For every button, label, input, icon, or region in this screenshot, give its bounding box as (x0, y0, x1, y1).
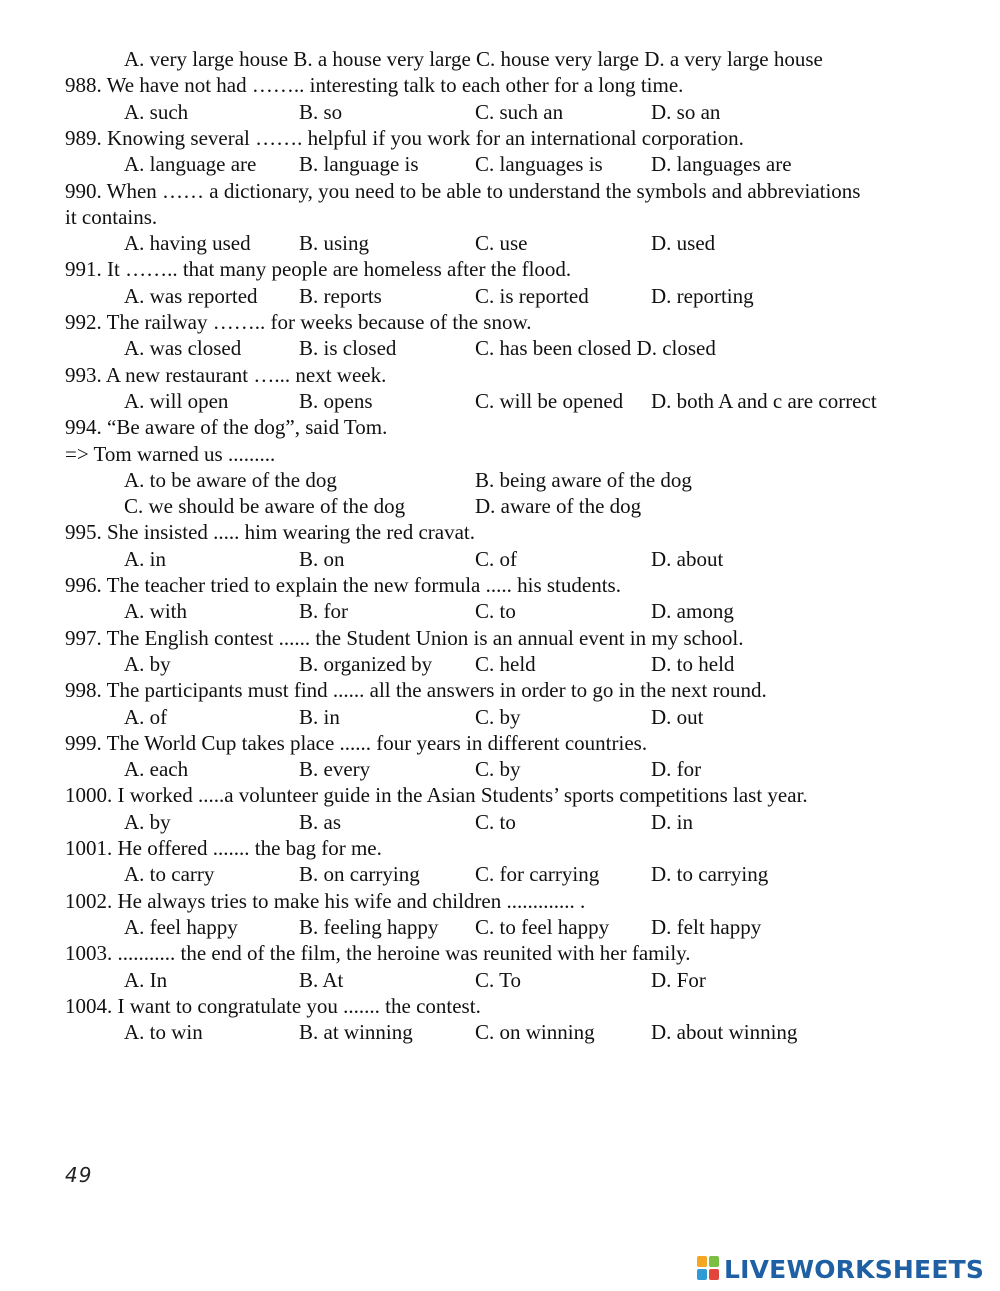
answer-option: A. was closed (124, 336, 242, 361)
options-line (0, 651, 1000, 677)
answer-option: C. held (475, 651, 536, 676)
options-line (0, 335, 1000, 361)
answer-option: C. will be opened (475, 388, 624, 413)
question-line (0, 178, 1000, 204)
options-line (0, 1019, 1000, 1045)
liveworksheets-logo (697, 1254, 984, 1284)
answer-option: D. felt happy (651, 914, 762, 939)
question-text: 989. Knowing several ……. helpful if you work for an international corporation. (65, 125, 744, 150)
answer-option: D. for (651, 757, 702, 782)
question-text: 999. The World Cup takes place ...... four years in different countries. (65, 730, 648, 755)
question-line (0, 625, 1000, 651)
question-text: 1002. He always tries to make his wife and children ............. . (65, 888, 586, 913)
answer-option: C. for carrying (475, 862, 600, 887)
answer-option: B. is closed (299, 336, 397, 361)
answer-option: D. For (651, 967, 706, 992)
answer-option: C. by (475, 704, 521, 729)
question-text: 1001. He offered ....... the bag for me. (65, 836, 382, 860)
question-line (0, 730, 1000, 756)
question-line (0, 940, 1000, 966)
question-line (0, 888, 1000, 914)
answer-option: B. opens (299, 388, 373, 413)
answer-option: B. as (299, 809, 341, 834)
answer-option: A. each (124, 757, 189, 782)
answer-option: A. was reported (124, 283, 258, 308)
question-text: 992. The railway …….. for weeks because of the snow. (65, 310, 532, 334)
question-line (0, 256, 1000, 282)
question-line (0, 414, 1000, 440)
answer-option: B. on (299, 546, 345, 571)
answer-option: B. in (299, 704, 340, 729)
answer-option: A. will open (124, 388, 229, 413)
answer-option: B. organized by (299, 651, 433, 676)
question-text: it contains. (65, 204, 158, 229)
question-line (0, 441, 1000, 467)
answer-option: D. to held (651, 651, 735, 676)
question-text: 991. It …….. that many people are homeless after the flood. (65, 257, 572, 282)
answer-option: A. to win (124, 1020, 203, 1045)
question-text: 988. We have not had …….. interesting talk to each other for a long time. (65, 73, 684, 98)
logo-tile (709, 1269, 719, 1280)
logo-tile (697, 1256, 707, 1267)
question-line (0, 362, 1000, 388)
question-text: 1004. I want to congratulate you ....... the contest. (65, 993, 481, 1018)
question-text: 1003. ........... the end of the film, the heroine was reunited with her family. (65, 941, 691, 966)
answer-option: D. about (651, 546, 724, 571)
answer-option: A. feel happy (124, 914, 238, 939)
answer-option: A. In (124, 967, 168, 992)
answer-option: B. reports (299, 283, 382, 308)
answer-option: C. to feel happy (475, 914, 610, 939)
answer-option: C. To (475, 967, 521, 992)
answer-option: A. of (124, 704, 168, 729)
options-line (0, 388, 1000, 414)
options-line (0, 151, 1000, 177)
options-line (0, 967, 1000, 993)
answer-option: B. being aware of the dog (475, 467, 692, 492)
options-line (0, 230, 1000, 256)
options-line (0, 493, 1000, 519)
question-line (0, 782, 1000, 808)
options-line (0, 46, 1000, 72)
options-line (0, 861, 1000, 887)
answer-option: C. to (475, 809, 516, 834)
options-line (0, 704, 1000, 730)
question-line (0, 309, 1000, 335)
answer-option: A. to be aware of the dog (124, 467, 337, 492)
liveworksheets-logo-icon (697, 1256, 721, 1282)
answer-option: C. is reported (475, 283, 589, 308)
question-text: 1000. I worked .....a volunteer guide in the Asian Students’ sports competitions last year. (65, 783, 808, 808)
question-text: 990. When …… a dictionary, you need to be able to understand the symbols and abbreviations (65, 178, 861, 203)
answer-option: C. by (475, 757, 521, 782)
answer-option: A. in (124, 546, 166, 571)
answer-option: D. used (651, 231, 716, 256)
answer-option: B. At (299, 967, 344, 992)
answer-option: C. we should be aware of the dog (124, 494, 406, 519)
answer-option: A. by (124, 809, 171, 834)
liveworksheets-logo-text: LIVEWORKSHEETS (724, 1254, 985, 1284)
logo-tile (697, 1269, 707, 1280)
answer-option: A. with (124, 599, 187, 624)
question-text: 996. The teacher tried to explain the new formula ..... his students. (65, 573, 621, 597)
question-text: 994. “Be aware of the dog”, said Tom. (65, 415, 388, 440)
answer-option: A. such (124, 99, 189, 124)
answer-option: C. on winning (475, 1020, 595, 1045)
answer-option: D. about winning (651, 1020, 798, 1045)
answer-option: C. to (475, 599, 516, 624)
options-line (0, 99, 1000, 125)
question-line (0, 835, 1000, 861)
answer-option: A. having used (124, 231, 251, 256)
options-line (0, 756, 1000, 782)
answer-option: D. both A and c are correct (651, 388, 877, 413)
question-text: => Tom warned us ......... (65, 441, 276, 466)
answer-option: C. use (475, 231, 528, 256)
answer-option: D. in (651, 809, 693, 834)
question-line (0, 677, 1000, 703)
question-line (0, 204, 1000, 230)
answer-option: B. language is (299, 152, 419, 177)
answer-option: D. so an (651, 99, 721, 124)
answer-option: B. on carrying (299, 862, 420, 887)
answer-option: A. by (124, 651, 171, 676)
answer-option: B. so (299, 99, 343, 124)
question-text: 997. The English contest ...... the Student Union is an annual event in my school. (65, 625, 744, 650)
question-line (0, 125, 1000, 151)
answer-option: D. out (651, 704, 704, 729)
question-line (0, 572, 1000, 598)
answer-option: D. aware of the dog (475, 494, 642, 519)
question-text: 993. A new restaurant …... next week. (65, 362, 387, 387)
answer-option: B. using (299, 231, 370, 256)
options-line (0, 914, 1000, 940)
options-line (0, 809, 1000, 835)
answer-option: D. to carrying (651, 862, 769, 887)
options-line (0, 598, 1000, 624)
answer-option: D. reporting (651, 283, 754, 308)
answer-option: C. such an (475, 99, 564, 124)
answer-option: D. among (651, 599, 734, 624)
question-text: 998. The participants must find ...... all the answers in order to go in the next round. (65, 678, 767, 703)
answer-option: C. languages is (475, 152, 603, 177)
answer-option: C. has been closed D. closed (475, 336, 716, 361)
answer-option: A. to carry (124, 862, 215, 887)
answer-option: A. language are (124, 152, 257, 177)
answer-option: B. every (299, 757, 371, 782)
options-line (0, 283, 1000, 309)
question-text: 995. She insisted ..... him wearing the red cravat. (65, 520, 475, 545)
answer-option: C. of (475, 546, 517, 571)
answer-option: D. languages are (651, 152, 792, 177)
question-line (0, 519, 1000, 545)
options-line (0, 546, 1000, 572)
logo-tile (709, 1256, 719, 1267)
answer-option: A. very large house B. a house very large C. house very large D. a very large house (124, 47, 823, 71)
question-line (0, 993, 1000, 1019)
options-line (0, 467, 1000, 493)
page-number: 49 (65, 1163, 93, 1187)
question-line (0, 72, 1000, 98)
answer-option: B. for (299, 599, 348, 624)
answer-option: B. at winning (299, 1020, 413, 1045)
answer-option: B. feeling happy (299, 914, 439, 939)
